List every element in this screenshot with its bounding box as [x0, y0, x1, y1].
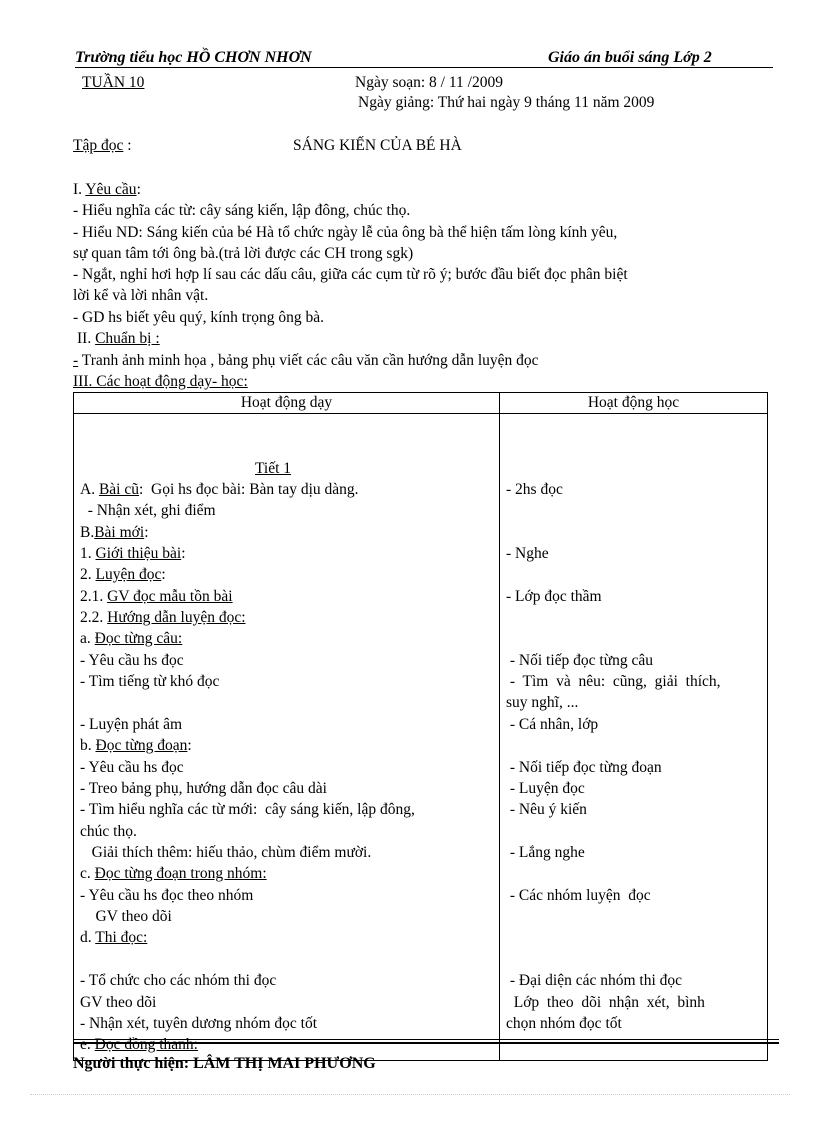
line-suffix: :: [144, 524, 149, 541]
student-activities-cell: [500, 414, 768, 1061]
line-text: GV theo dõi: [80, 908, 172, 925]
line-prefix: 2.1.: [80, 588, 108, 605]
line-text: - Yêu cầu hs đọc theo nhóm: [80, 887, 254, 904]
teacher-activity-line: [80, 908, 172, 926]
line-prefix: a.: [80, 630, 95, 647]
teacher-activity-line: [80, 972, 276, 990]
student-column-header: Hoạt động học: [500, 393, 768, 414]
line-text: - Luyện phát âm: [80, 716, 183, 733]
line-text: Đọc từng đoạn: [95, 737, 188, 754]
line-text: - Tìm tiếng từ khó đọc: [80, 673, 220, 690]
teacher-activity-line: [80, 844, 371, 862]
line-text: Đọc từng câu:: [94, 630, 183, 647]
line-text: Tiết 1: [255, 460, 292, 477]
activities-table: [73, 392, 768, 1061]
line-suffix: :: [187, 737, 192, 754]
teacher-activity-line: [80, 823, 137, 841]
teacher-activity-line: [80, 566, 166, 584]
line-prefix: b.: [80, 737, 96, 754]
student-activity-line: - Cá nhân, lớp: [506, 716, 599, 733]
line-suffix: :: [181, 545, 186, 562]
line-text: Hướng dẫn luyện đọc:: [107, 609, 246, 626]
footer-rule-thick: [73, 1042, 779, 1044]
student-activity-line: - Đại diện các nhóm thi đọc: [506, 972, 683, 989]
teacher-activity-line: [80, 780, 327, 798]
student-activity-line: Lớp theo dõi nhận xét, bình: [506, 994, 705, 1011]
requirement-item: - GD hs biết yêu quý, kính trọng ông bà.: [73, 309, 324, 326]
line-text: - Nhận xét, ghi điểm: [80, 502, 216, 519]
requirements-heading: [73, 181, 141, 199]
line-text: chúc thọ.: [80, 823, 137, 840]
line-prefix: 2.2.: [80, 609, 108, 626]
subject-label: Tập đọc: [73, 137, 124, 154]
line-text: GV theo dõi: [80, 994, 157, 1011]
teacher-activity-line: [80, 481, 359, 499]
line-prefix: 2.: [80, 566, 96, 583]
line-prefix: e.: [80, 1036, 95, 1053]
requirement-item: - Hiểu ND: Sáng kiến của bé Hà tổ chức ngày lễ của ông bà thể hiện tấm lòng kính yêu,: [73, 224, 618, 241]
preparation-dash: -: [73, 352, 79, 369]
teacher-activity-line: [80, 865, 267, 883]
teacher-activities-cell: [74, 414, 500, 1061]
teacher-activity-line: [80, 887, 253, 905]
line-prefix: c.: [80, 865, 95, 882]
line-suffix: : Gọi hs đọc bài: Bàn tay dịu dàng.: [138, 481, 359, 498]
line-text: Đọc từng đoạn trong nhóm:: [94, 865, 267, 882]
student-activity-line: - Nối tiếp đọc từng đoạn: [506, 759, 662, 776]
author-label: Người thực hiện:: [73, 1055, 190, 1072]
teacher-activity-line: [80, 994, 156, 1012]
requirements-prefix: I.: [73, 181, 86, 198]
teacher-activity-line: [80, 609, 246, 627]
line-suffix: :: [161, 566, 166, 583]
line-text: - Yêu cầu hs đọc: [80, 652, 184, 669]
student-activity-line: suy nghĩ, ...: [506, 694, 579, 711]
requirement-item: - Hiểu nghĩa các từ: cây sáng kiến, lập đông, chúc thọ.: [73, 202, 411, 219]
teacher-activity-line: [80, 524, 149, 542]
line-text: Bài mới: [94, 524, 145, 541]
line-text: - Treo bảng phụ, hướng dẫn đọc câu dài: [80, 780, 327, 797]
student-activity-line: - Nêu ý kiến: [506, 801, 587, 818]
line-text: Đọc đồng thanh:: [94, 1036, 198, 1053]
teacher-column-header: Hoạt động dạy: [74, 393, 500, 414]
line-prefix: d.: [80, 929, 96, 946]
teacher-activity-line: [80, 929, 147, 947]
teacher-activity-line: [80, 1015, 317, 1033]
requirements-colon: :: [136, 181, 141, 198]
line-text: - Tổ chức cho các nhóm thi đọc: [80, 972, 277, 989]
line-text: - Yêu cầu hs đọc: [80, 759, 184, 776]
teacher-activity-line: [80, 588, 233, 606]
teacher-activity-line: [80, 545, 186, 563]
teacher-activity-line: [80, 716, 182, 734]
subject-colon: :: [123, 137, 132, 154]
teacher-activity-line: [80, 801, 415, 819]
school-name: Trường tiểu học HỒ CHƠN NHƠN: [75, 49, 312, 66]
line-text: - Tìm hiểu nghĩa các từ mới: cây sáng kiến, lập đông,: [80, 801, 415, 818]
student-activity-line: - Nối tiếp đọc từng câu: [506, 652, 654, 669]
date-prepared: Ngày soạn: 8 / 11 /2009: [355, 74, 503, 91]
student-activity-line: chọn nhóm đọc tốt: [506, 1015, 622, 1032]
teacher-activity-line: [80, 502, 216, 520]
line-text: Thi đọc:: [95, 929, 148, 946]
line-text: - Nhận xét, tuyên dương nhóm đọc tốt: [80, 1015, 318, 1032]
preparation-heading-text: Chuẩn bị :: [95, 330, 160, 347]
line-text: Luyện đọc: [95, 566, 162, 583]
lesson-plan-label: Giáo án buổi sáng Lớp 2: [548, 49, 712, 66]
student-activity-line: - 2hs đọc: [506, 481, 563, 498]
teacher-activity-line: [80, 737, 192, 755]
activities-heading: III. Các hoạt động dạy- học:: [73, 373, 248, 390]
student-activity-line: - Luyện đọc: [506, 780, 585, 797]
teacher-activity-line: [80, 652, 184, 670]
line-text: Bài cũ: [98, 481, 139, 498]
requirements-heading-text: Yêu cầu: [85, 181, 137, 198]
student-activity-line: - Lắng nghe: [506, 844, 585, 861]
author-name: LÂM THỊ MAI PHƯƠNG: [193, 1055, 376, 1072]
line-text: Giới thiệu bài: [95, 545, 182, 562]
teacher-activity-line: [80, 630, 182, 648]
lesson-title: SÁNG KIẾN CỦA BÉ HÀ: [293, 137, 462, 154]
line-prefix: B.: [80, 524, 95, 541]
requirement-item: sự quan tâm tới ông bà.(trả lời được các CH trong sgk): [73, 245, 414, 262]
line-prefix: 1.: [80, 545, 96, 562]
line-prefix: A.: [80, 481, 99, 498]
preparation-heading: [77, 330, 160, 348]
line-text: GV đọc mẫu tồn bài: [107, 588, 233, 605]
header-rule: [75, 67, 773, 68]
page-edge: [30, 1094, 790, 1095]
requirement-item: - Ngắt, nghỉ hơi hợp lí sau các dấu câu, giữa các cụm từ rõ ý; bước đầu biết đọc phân biệt: [73, 266, 628, 283]
preparation-prefix: II.: [77, 330, 96, 347]
requirement-item: lời kể và lời nhân vật.: [73, 287, 209, 304]
subject-line: [73, 137, 132, 155]
footer-rule: [73, 1039, 779, 1040]
date-taught: Ngày giảng: Thứ hai ngày 9 tháng 11 năm 2009: [358, 94, 655, 111]
teacher-activity-line: [80, 673, 219, 691]
line-text: Giải thích thêm: hiếu thảo, chùm điểm mười.: [80, 844, 372, 861]
student-activity-line: - Lớp đọc thầm: [506, 588, 602, 605]
week-label: TUẦN 10: [82, 74, 145, 91]
student-activity-line: - Tìm và nêu: cũng, giải thích,: [506, 673, 721, 690]
author-line: [73, 1055, 376, 1073]
student-activity-line: - Các nhóm luyện đọc: [506, 887, 651, 904]
preparation-text: [73, 352, 539, 370]
teacher-activity-line: [255, 460, 291, 478]
teacher-activity-line: [80, 759, 184, 777]
student-activity-line: - Nghe: [506, 545, 549, 562]
preparation-body: Tranh ảnh minh họa , bảng phụ viết các câu văn cần hướng dẫn luyện đọc: [78, 352, 539, 369]
